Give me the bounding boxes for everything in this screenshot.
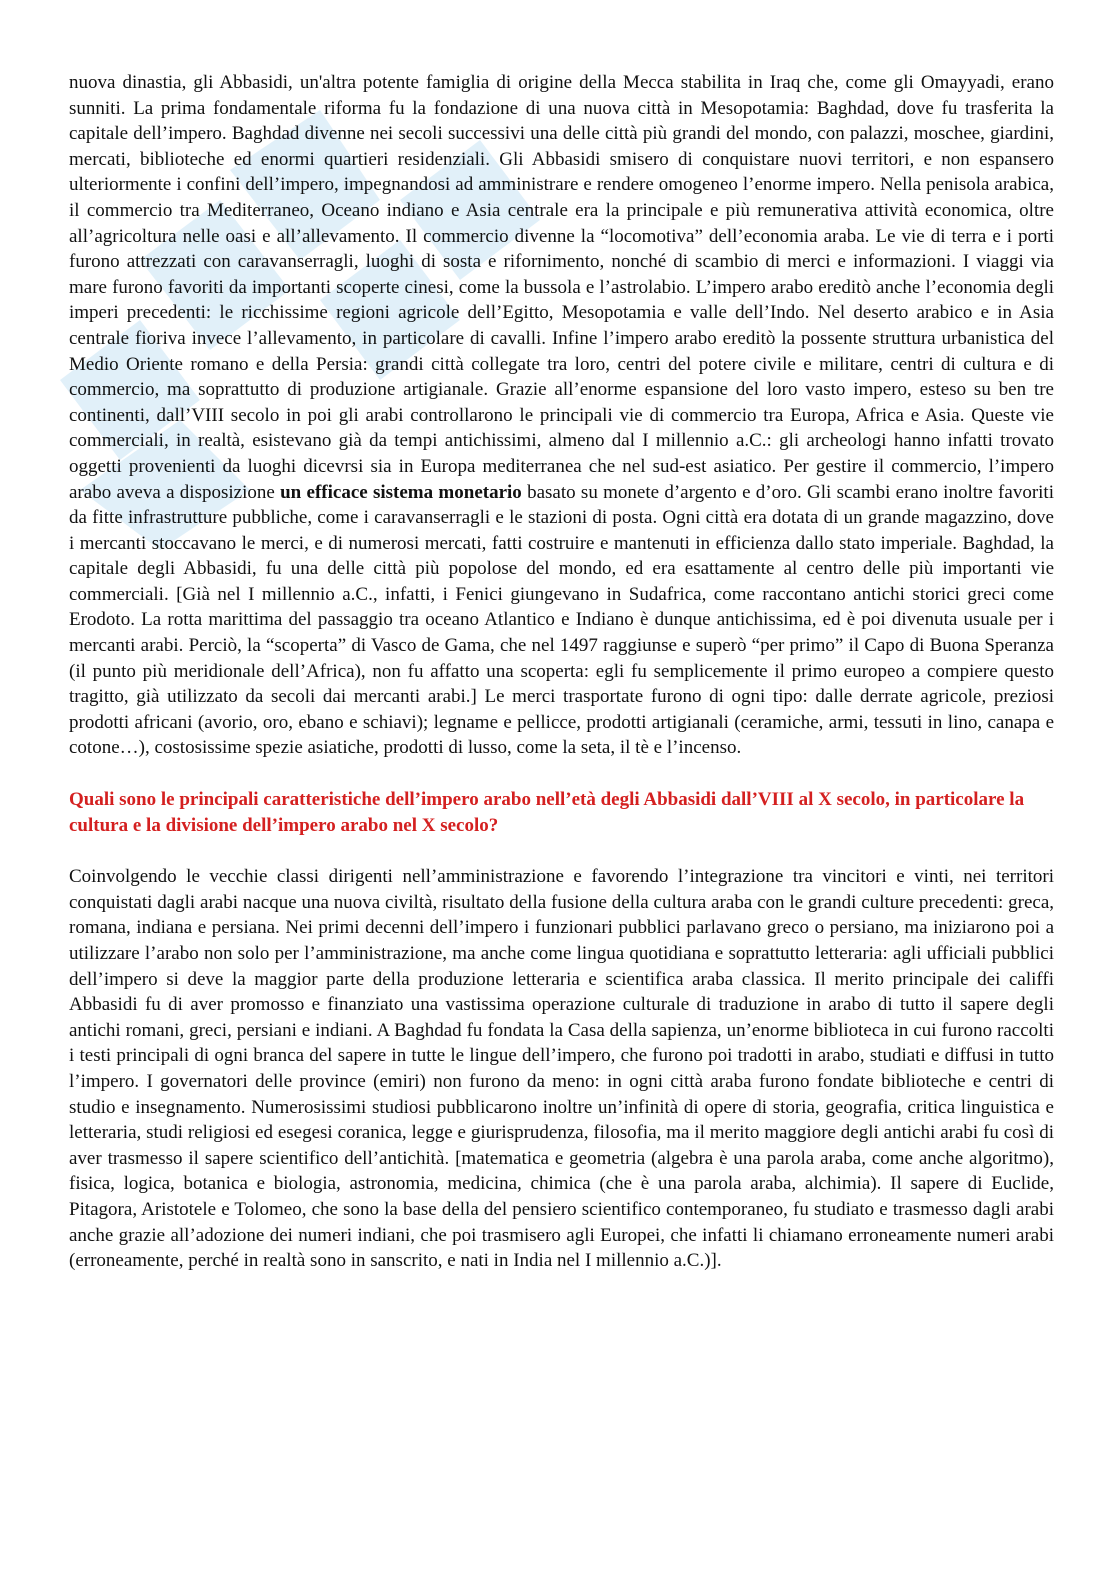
paragraph-commerce-text-1: nuova dinastia, gli Abbasidi, un'altra potente famiglia di origine della Mecca stabilita in Iraq che, come gli Omayyadi, erano sunniti. La prima fondamentale riforma fu la fondazione di una nuova città in Mesopotamia: Baghdad, dove fu trasferita la capitale dell’impero. Baghdad divenne nei secoli successivi una delle città più grandi del mondo, con palazzi, moschee, giardini, mercati, biblioteche ed enormi quartieri residenziali. Gli Abbasidi smisero di conquistare nuovi territori, e non espansero ulteriormente i confini dell’impero, impegnandosi ad amministrare e rendere omogeneo l’enorme impero. Nella penisola arabica, il commercio tra Mediterraneo, Oceano indiano e Asia centrale era la principale e più remunerativa attività economica, oltre all’agricoltura nelle oasi e all’allevamento. Il commercio divenne la “locomotiva” dell’economia araba. Le vie di terra e i porti furono attrezzati con caravanserragli, luoghi di sosta e rifornimento, nonché di scambio di merci e informazioni. I viaggi via mare furono favoriti da importanti scoperte cinesi, come la bussola e l’astrolabio. L’impero arabo ereditò anche l’economia degli imperi precedenti: le ricchissime regioni agricole dell’Egitto, Mesopotamia e valle dell’Indo. Nel deserto arabico e in Asia centrale fioriva invece l’allevamento, in particolare di cavalli. Infine l’impero arabo ereditò la possente struttura urbanistica del Medio Oriente romano e della Persia: grandi città collegate tra loro, centri del potere civile e militare, centri di cultura e di commercio, ma soprattutto di produzione artigianale. Grazie all’enorme espansione del loro vasto impero, esteso su ben tre continenti, dall’VIII secolo in poi gli arabi controllarono le principali vie di commercio tra Europa, Africa e Asia. Queste vie commerciali, in realtà, esistevano già da tempi antichissimi, almeno dal I millennio a.C.: gli archeologi hanno infatti trovato oggetti provenienti da luoghi dicevrsi sia in Europa mediterranea che nel sud-est asiatico. Per gestire il commercio, l’impero arabo aveva a disposizione [69, 72, 1054, 503]
paragraph-culture: Coinvolgendo le vecchie classi dirigenti nell’amministrazione e favorendo l’integrazione tra vincitori e vinti, nei territori conquistati dagli arabi nacque una nuova civiltà, risultato della fusione della cultura araba con le grandi culture precedenti: greca, romana, indiana e persiana. Nei primi decenni dell’impero i funzionari pubblici parlavano greco o persiano, ma iniziarono poi a utilizzare l’arabo non solo per l’amministrazione, ma anche come lingua quotidiana e soprattutto letteraria: agli ufficiali pubblici dell’impero si deve la maggior parte della produzione letteraria e scientifica araba classica. Il merito principale dei califfi Abbasidi fu di aver promosso e finanziato una vastissima operazione culturale di traduzione in arabo di tutto il sapere degli antichi romani, greci, persiani e indiani. A Baghdad fu fondata la Casa della sapienza, un’enorme biblioteca in cui furono raccolti i testi principali di ogni branca del sapere in tutte le lingue dell’impero, che furono poi tradotti in arabo, studiati e diffusi in tutto l’impero. I governatori delle province (emiri) non furono da meno: in ogni città araba furono fondate biblioteche e centri di studio e insegnamento. Numerosissimi studiosi pubblicarono inoltre un’infinità di opere di storia, geografia, critica linguistica e letteraria, studi religiosi ed esegesi coranica, legge e giurisprudenza, filosofia, ma il merito maggiore degli antichi arabi fu così di aver trasmesso il sapere scientifico dell’antichità. [matematica e geometria (algebra è una parola araba, come anche algoritmo), fisica, logica, botanica e biologia, astronomia, medicina, chimica (che è una parola araba, alchimia). Il sapere di Euclide, Pitagora, Aristotele e Tolomeo, che sono la base della del pensiero scientifico contemporaneo, fu studiato e trasmesso dagli arabi anche grazie all’adozione dei numeri indiani, che poi trasmisero agli Europei, che infatti li chiamano erroneamente numeri arabi (erroneamente, perché in realtà sono in sanscrito, e nati in India nel I millennio a.C.)]. [69, 866, 1054, 1272]
paragraph-commerce-bold-phrase: un efficace sistema monetario [280, 481, 522, 503]
paragraph-commerce-text-2: basato su monete d’argento e d’oro. Gli scambi erano inoltre favoriti da fitte infrastrutture pubbliche, come i caravanserragli e le stazioni di posta. Ogni città era dotata di un grande magazzino, dove i mercanti stoccavano le merci, e di numerosi mercati, fatti costruire e mantenuti in efficienza dallo stato imperiale. Baghdad, la capitale degli Abbasidi, fu una delle città più popolose del mondo, ed era esattamente al centro delle più importanti vie commerciali. [Già nel I millennio a.C., infatti, i Fenici giungevano in Sudafrica, come raccontano antichi storici greci come Erodoto. La rotta marittima del passaggio tra oceano Atlantico e Indiano è dunque antichissima, ed è poi divenuta usuale per i mercanti arabi. Perciò, la “scoperta” di Vasco de Gama, che nel 1497 raggiunse e superò “per primo” il Capo di Buona Speranza (il punto più meridionale dell’Africa), non fu affatto una scoperta: egli fu semplicemente il primo europeo a compiere questo tragitto, già utilizzato da secoli dai mercanti arabi.] Le merci trasportate furono di ogni tipo: dalle derrate agricole, preziosi prodotti africani (avorio, oro, ebano e schiavi); legname e pellicce, prodotti artigianali (ceramiche, armi, tessuti in lino, canapa e cotone…), costosissime spezie asiatiche, prodotti di lusso, come la seta, il tè e l’incenso. [69, 481, 1054, 759]
paragraph-commerce [69, 70, 1054, 761]
section-heading: Quali sono le principali caratteristiche dell’impero arabo nell’età degli Abbasidi dall’VIII al X secolo, in particolare la cultura e la divisione dell’impero arabo nel X secolo? [69, 789, 1025, 836]
